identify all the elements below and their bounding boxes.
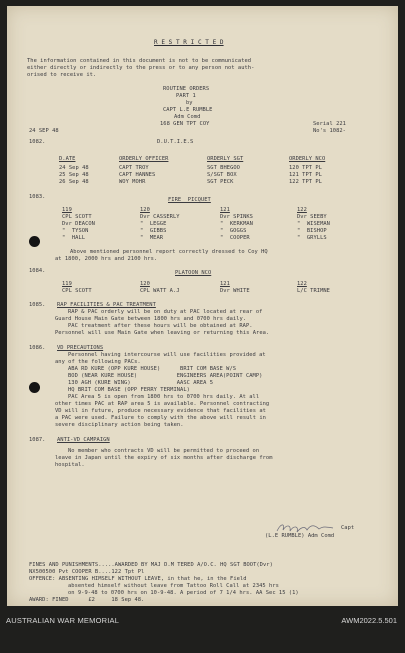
section-heading: PLATOON NCO xyxy=(175,270,212,276)
table-cell: CPL WATT A.J xyxy=(140,288,180,294)
column-header: ORDERLY SGT xyxy=(207,156,244,162)
paragraph-line: Above mentioned personnel report correctly dressed to Coy HQ xyxy=(70,249,268,255)
title-line: ROUTINE ORDERS xyxy=(163,86,210,92)
paragraph-line: Personnel having intercourse will use facilities provided at xyxy=(68,352,266,358)
column-header: ORDERLY NCO xyxy=(289,156,326,162)
column-header: D.ATE xyxy=(59,156,76,162)
unit-number: 122 xyxy=(297,281,307,287)
paragraph-line: PAC Area 5 is open from 1800 hrs to 0700 hrs daily. At all xyxy=(68,394,260,400)
table-cell: 120 TPT PL xyxy=(289,165,322,171)
award-line: NX500500 Pvt COOPER B....122 Tpt Pl xyxy=(29,569,145,575)
table-cell: 121 TPT PL xyxy=(289,172,322,178)
section-heading: FIRE PICQUET xyxy=(168,197,211,203)
paragraph-line: HQ BRIT COM BASE (OPP FERRY TERMINAL) xyxy=(68,387,190,393)
serial: Serial 221 xyxy=(313,121,346,127)
section-heading: D.U.T.I.E.S xyxy=(157,139,194,145)
section-number: 1085. xyxy=(29,302,46,308)
notice-line: The information contained in this document is not to be communicated xyxy=(27,58,252,64)
table-cell: " KERKMAN xyxy=(220,221,253,227)
table-cell: CPL SCOTT xyxy=(62,288,92,294)
table-cell: " LEGGE xyxy=(140,221,167,227)
table-cell: " BISHOP xyxy=(297,228,327,234)
notice-line: orised to receive it. xyxy=(27,72,97,78)
document-page xyxy=(7,6,398,606)
paragraph-line: Personnel will use Main Gate when leaving or returning this Area. xyxy=(55,330,270,336)
table-cell: " HALL xyxy=(62,235,86,241)
catalogue-number: AWM2022.5.501 xyxy=(341,616,397,625)
paragraph-line: at 1800, 2000 hrs and 2100 hrs. xyxy=(55,256,158,262)
title-line: Adm Comd xyxy=(174,114,201,120)
table-cell: Dvr DEACON xyxy=(62,221,95,227)
unit-number: 120 xyxy=(140,207,150,213)
unit-number: 119 xyxy=(62,207,72,213)
table-cell: SGT PECK xyxy=(207,179,234,185)
section-heading: RAP FACILITIES & PAC TREATMENT xyxy=(57,302,156,308)
paragraph-line: a PAC were used. Failure to comply with the above will result in xyxy=(55,415,266,421)
award-line: absented himself without leave from Tattoo Roll Call at 2345 hrs xyxy=(68,583,279,589)
unit-number: 119 xyxy=(62,281,72,287)
section-number: 1084. xyxy=(29,268,46,274)
section-number: 1086. xyxy=(29,345,46,351)
award-line: OFFENCE: ABSENTING HIMSELF WITHOUT LEAVE, in that he, in the Field xyxy=(29,576,247,582)
archive-footer xyxy=(0,606,405,653)
table-cell: CAPT TROY xyxy=(119,165,149,171)
table-cell: CPL SCOTT xyxy=(62,214,92,220)
unit-number: 122 xyxy=(297,207,307,213)
paragraph-line: other times PAC at RAP area 5 is available. Personnel contracting xyxy=(55,401,270,407)
punch-hole xyxy=(29,236,40,247)
table-cell: CAPT HANNES xyxy=(119,172,156,178)
paragraph-line: RAP & PAC orderly will be on duty at PAC located at rear of xyxy=(68,309,263,315)
paragraph-line: VD will in future, produce necessary evidence that facilities at xyxy=(55,408,266,414)
section-number: 1087. xyxy=(29,437,46,443)
table-cell: " TYSON xyxy=(62,228,89,234)
paragraph-line: ABA RD KURE (OPP KURE HOUSE) BRIT COM BASE W/S xyxy=(68,366,237,372)
award-line: FINES AND PUNISHMENTS.....AWARDED BY MAJ D.M TERED A/O.C. HQ SGT BOOT(Dvr) xyxy=(29,562,273,568)
award-line: AWARD: FINED £2 18 Sep 48. xyxy=(29,597,145,603)
table-cell: WOY MOHR xyxy=(119,179,146,185)
table-cell: Dvr WHITE xyxy=(220,288,250,294)
signature-rank: Capt xyxy=(341,525,355,531)
paragraph-line: Guard House Main Gate between 1800 hrs and 0700 hrs daily. xyxy=(55,316,247,322)
classification: R E S T R I C T E D xyxy=(154,39,224,46)
title-line: by xyxy=(186,100,193,106)
nos: No's 1082- xyxy=(313,128,346,134)
section-number: 1083. xyxy=(29,194,46,200)
unit-number: 121 xyxy=(220,207,230,213)
table-cell: L/C TRIMNE xyxy=(297,288,330,294)
table-cell: " GRYLLS xyxy=(297,235,327,241)
table-cell: " GIBBS xyxy=(140,228,167,234)
table-cell: " WISEMAN xyxy=(297,221,330,227)
table-cell: " GOGGS xyxy=(220,228,247,234)
unit-number: 120 xyxy=(140,281,150,287)
table-cell: 26 Sep 48 xyxy=(59,179,89,185)
table-cell: S/SGT BOX xyxy=(207,172,237,178)
paragraph-line: any of the following PACs. xyxy=(55,359,141,365)
paragraph-line: hospital. xyxy=(55,462,85,468)
table-cell: " MEAR xyxy=(140,235,164,241)
signature-name: (L.E RUMBLE) Adm Comd xyxy=(265,533,335,539)
paragraph-line: leave in Japan until the expiry of six months after discharge from xyxy=(55,455,273,461)
paragraph-line: 130 AGH (KURE WING) AASC AREA 5 xyxy=(68,380,213,386)
section-heading: VD PRECAUTIONS xyxy=(57,345,104,351)
paragraph-line: No member who contracts VD will be permitted to proceed on xyxy=(68,448,260,454)
column-header: ORDERLY OFFICER xyxy=(119,156,169,162)
table-cell: 25 Sep 48 xyxy=(59,172,89,178)
punch-hole xyxy=(29,382,40,393)
title-line: 168 GEN TPT COY xyxy=(160,121,210,127)
table-cell: Dvr CASSERLY xyxy=(140,214,180,220)
table-cell: 122 TPT PL xyxy=(289,179,322,185)
table-cell: Dvr SPINKS xyxy=(220,214,253,220)
notice-line: either directly or indirectly to the press or to any person not auth- xyxy=(27,65,255,71)
order-date: 24 SEP 48 xyxy=(29,128,59,134)
title-line: CAPT L.E RUMBLE xyxy=(163,107,213,113)
title-line: PART 1 xyxy=(176,93,196,99)
unit-number: 121 xyxy=(220,281,230,287)
table-cell: " COOPER xyxy=(220,235,250,241)
institution-name: AUSTRALIAN WAR MEMORIAL xyxy=(6,616,120,625)
table-cell: Dvr SEEBY xyxy=(297,214,327,220)
table-cell: 24 Sep 48 xyxy=(59,165,89,171)
paragraph-line: severe disciplinary action being taken. xyxy=(55,422,184,428)
section-number: 1082. xyxy=(29,139,46,145)
section-heading: ANTI-VD CAMPAIGN xyxy=(57,437,110,443)
paragraph-line: BOD (NEAR KURE HOUSE) ENGINEERS AREA(POINT CAMP) xyxy=(68,373,263,379)
table-cell: SGT BHEGOO xyxy=(207,165,240,171)
paragraph-line: PAC treatment after these hours will be obtained at RAP. xyxy=(68,323,253,329)
award-line: on 9-9-48 to 0700 hrs on 10-9-48. A period of 7 1/4 hrs. AA Sec 15 (1) xyxy=(68,590,299,596)
